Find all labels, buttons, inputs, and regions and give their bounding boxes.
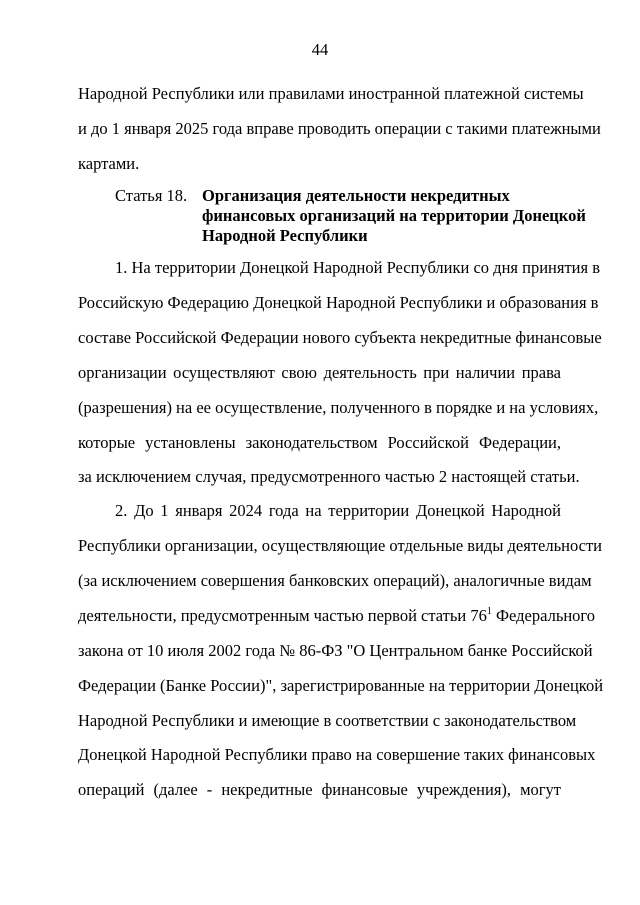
article-title-line: Организация деятельности некредитных bbox=[202, 186, 510, 205]
paragraph-1-line: организации осуществляют свою деятельность при наличии права bbox=[78, 363, 561, 382]
paragraph-2-line: (за исключением совершения банковских операций), аналогичные видам bbox=[78, 571, 592, 590]
paragraph-2-line: Донецкой Народной Республики право на совершение таких финансовых bbox=[78, 745, 596, 764]
article-title bbox=[202, 186, 586, 246]
paragraph-2-line-with-footnote bbox=[78, 606, 596, 626]
intro-line: и до 1 января 2025 года вправе проводить операции с такими платежными bbox=[78, 119, 601, 138]
paragraph-1-line: составе Российской Федерации нового субъекта некредитные финансовые bbox=[78, 328, 602, 347]
paragraph-2-text: Федерального bbox=[491, 606, 596, 625]
article-label: Статья 18. bbox=[115, 186, 188, 205]
paragraph-2-line: Народной Республики и имеющие в соответствии с законодательством bbox=[78, 711, 577, 730]
intro-line: Народной Республики или правилами иностранной платежной системы bbox=[78, 84, 584, 103]
paragraph-2-line: Республики организации, осуществляющие отдельные виды деятельности bbox=[78, 536, 602, 555]
paragraph-2-line: закона от 10 июля 2002 года № 86-ФЗ "О Центральном банке Российской bbox=[78, 641, 593, 660]
paragraph-1-line: 1. На территории Донецкой Народной Республики со дня принятия в bbox=[115, 258, 600, 277]
page-number: 44 bbox=[311, 40, 329, 59]
paragraph-1-line: Российскую Федерацию Донецкой Народной Республики и образования в bbox=[78, 293, 599, 312]
paragraph-2-text: деятельности, предусмотренным частью первой статьи 76 bbox=[78, 606, 487, 625]
paragraph-2-line: 2. До 1 января 2024 года на территории Донецкой Народной bbox=[115, 501, 561, 520]
paragraph-2-line: Федерации (Банке России)", зарегистрированные на территории Донецкой bbox=[78, 676, 604, 695]
paragraph-1-line: которые установлены законодательством Российской Федерации, bbox=[78, 433, 561, 452]
paragraph-1-line: (разрешения) на ее осуществление, полученного в порядке и на условиях, bbox=[78, 398, 599, 417]
footnote-mark: 1 bbox=[486, 606, 492, 617]
article-title-line: финансовых организаций на территории Донецкой bbox=[202, 206, 586, 225]
intro-line: картами. bbox=[78, 154, 140, 173]
article-title-line: Народной Республики bbox=[202, 226, 368, 245]
paragraph-2-line: операций (далее - некредитные финансовые учреждения), могут bbox=[78, 780, 561, 799]
paragraph-1-line: за исключением случая, предусмотренного частью 2 настоящей статьи. bbox=[78, 467, 580, 486]
